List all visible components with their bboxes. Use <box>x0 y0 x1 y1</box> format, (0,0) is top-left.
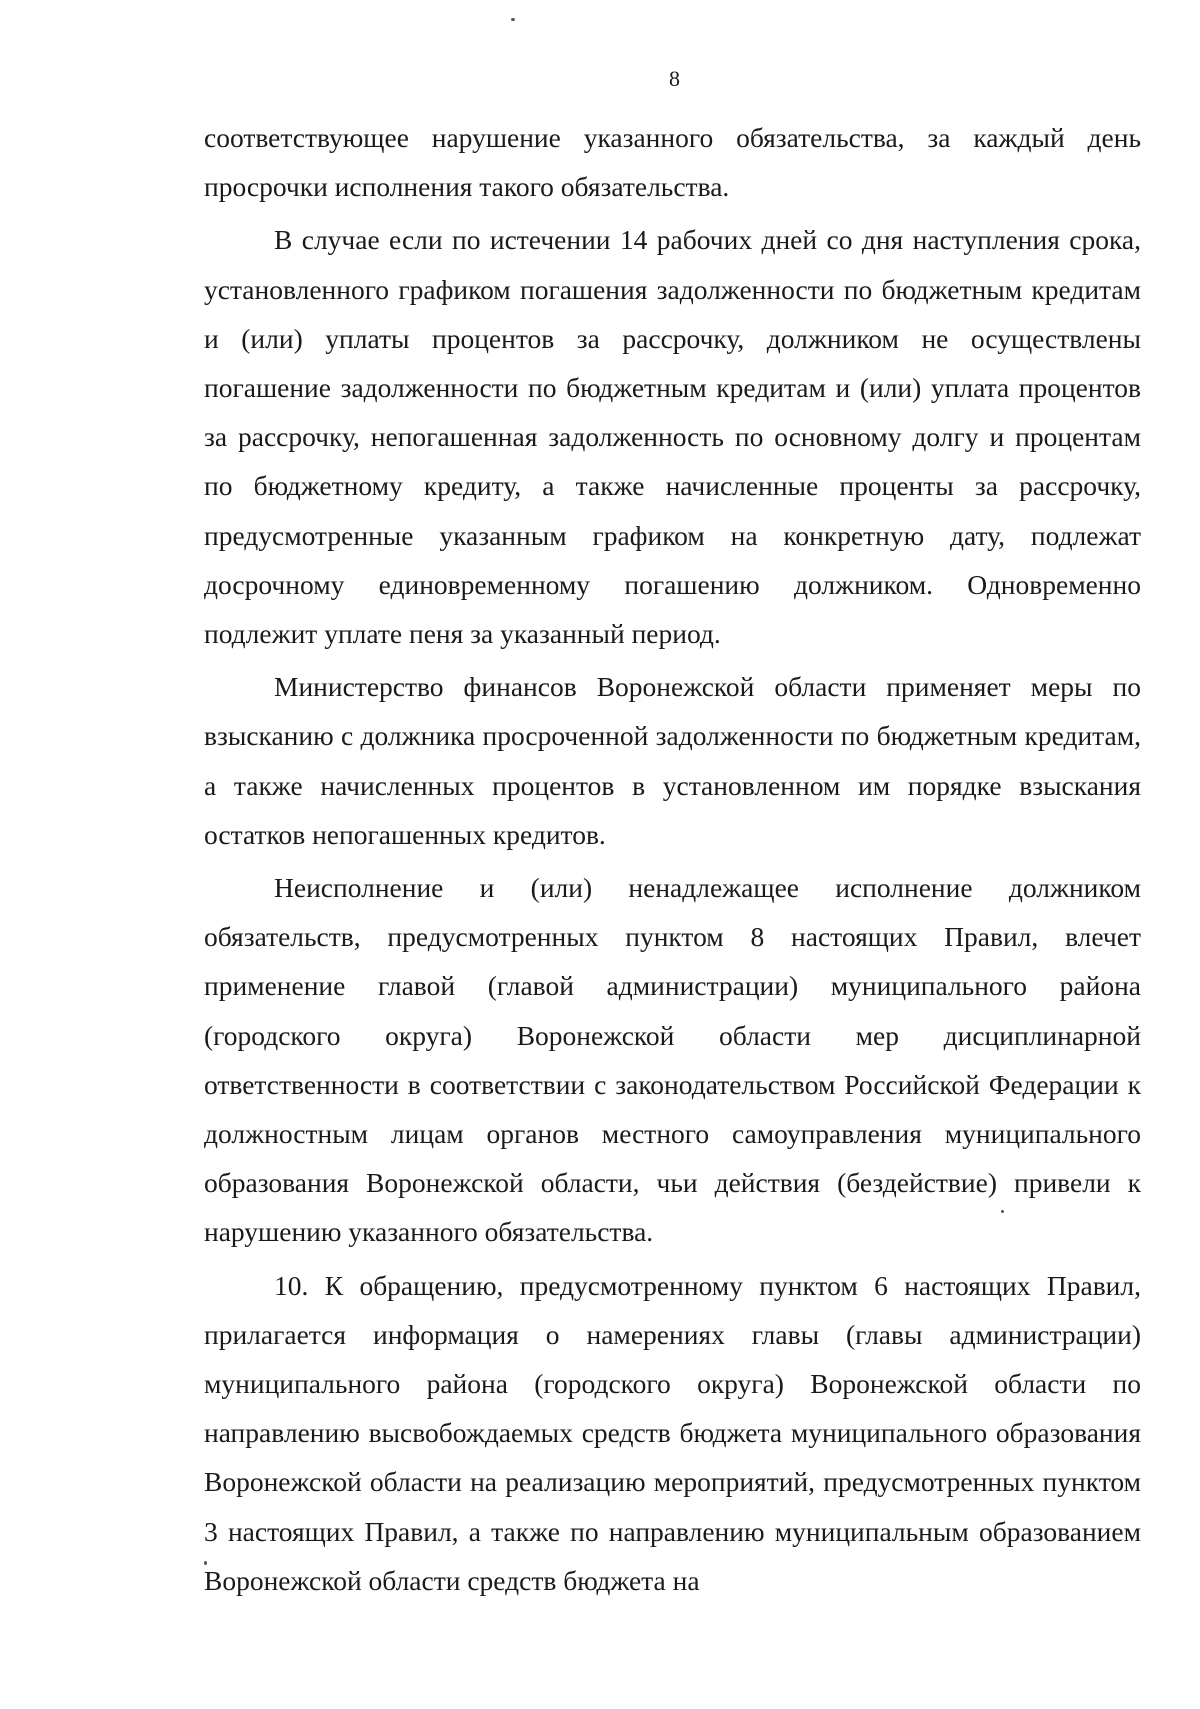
page-number: 8 <box>669 66 680 91</box>
scan-speck <box>511 18 515 21</box>
paragraph-disciplinary-responsibility: Неисполнение и (или) ненадлежащее исполнение должником обязательств, предусмотренных пунктом 8 настоящих Правил, влечет применение главой (главой администрации) муниципального района (городского округа) Воронежской области мер дисциплинарной ответственности в соответствии с законодательством Российской Федерации к должностным лицам органов местного самоуправления муниципального образования Воронежской области, чьи действия (бездействие) привели к нарушению указанного обязательства. <box>204 872 1141 1248</box>
paragraph-ministry-measures: Министерство финансов Воронежской области применяет меры по взысканию с должника просроченной задолженности по бюджетным кредитам, а также начисленных процентов в установленном им порядке взыскания остатков непогашенных кредитов. <box>204 671 1141 850</box>
paragraph-item-10: 10. К обращению, предусмотренному пунктом 6 настоящих Правил, прилагается информация о намерениях главы (главы администрации) муниципального района (городского округа) Воронежской области по направлению высвобождаемых средств бюджета муниципального образования Воронежской области на реализацию мероприятий, предусмотренных пунктом 3 настоящих Правил, а также по направлению муниципальным образованием Воронежской области средств бюджета на <box>204 1269 1141 1596</box>
paragraph-continuation: соответствующее нарушение указанного обязательства, за каждый день просрочки исполнения такого обязательства. <box>204 122 1141 203</box>
scan-speck <box>1001 1210 1004 1213</box>
body-text <box>204 113 1141 1605</box>
scan-speck <box>204 1561 207 1565</box>
paragraph-overdue-repayment: В случае если по истечении 14 рабочих дней со дня наступления срока, установленного графиком погашения задолженности по бюджетным кредитам и (или) уплаты процентов за рассрочку, должником не осуществлены погашение задолженности по бюджетным кредитам и (или) уплата процентов за рассрочку, непогашенная задолженность по основному долгу и процентам по бюджетному кредиту, а также начисленные проценты за рассрочку, предусмотренные указанным графиком на конкретную дату, подлежат досрочному единовременному погашению должником. Одновременно подлежит уплате пеня за указанный период. <box>204 224 1141 650</box>
